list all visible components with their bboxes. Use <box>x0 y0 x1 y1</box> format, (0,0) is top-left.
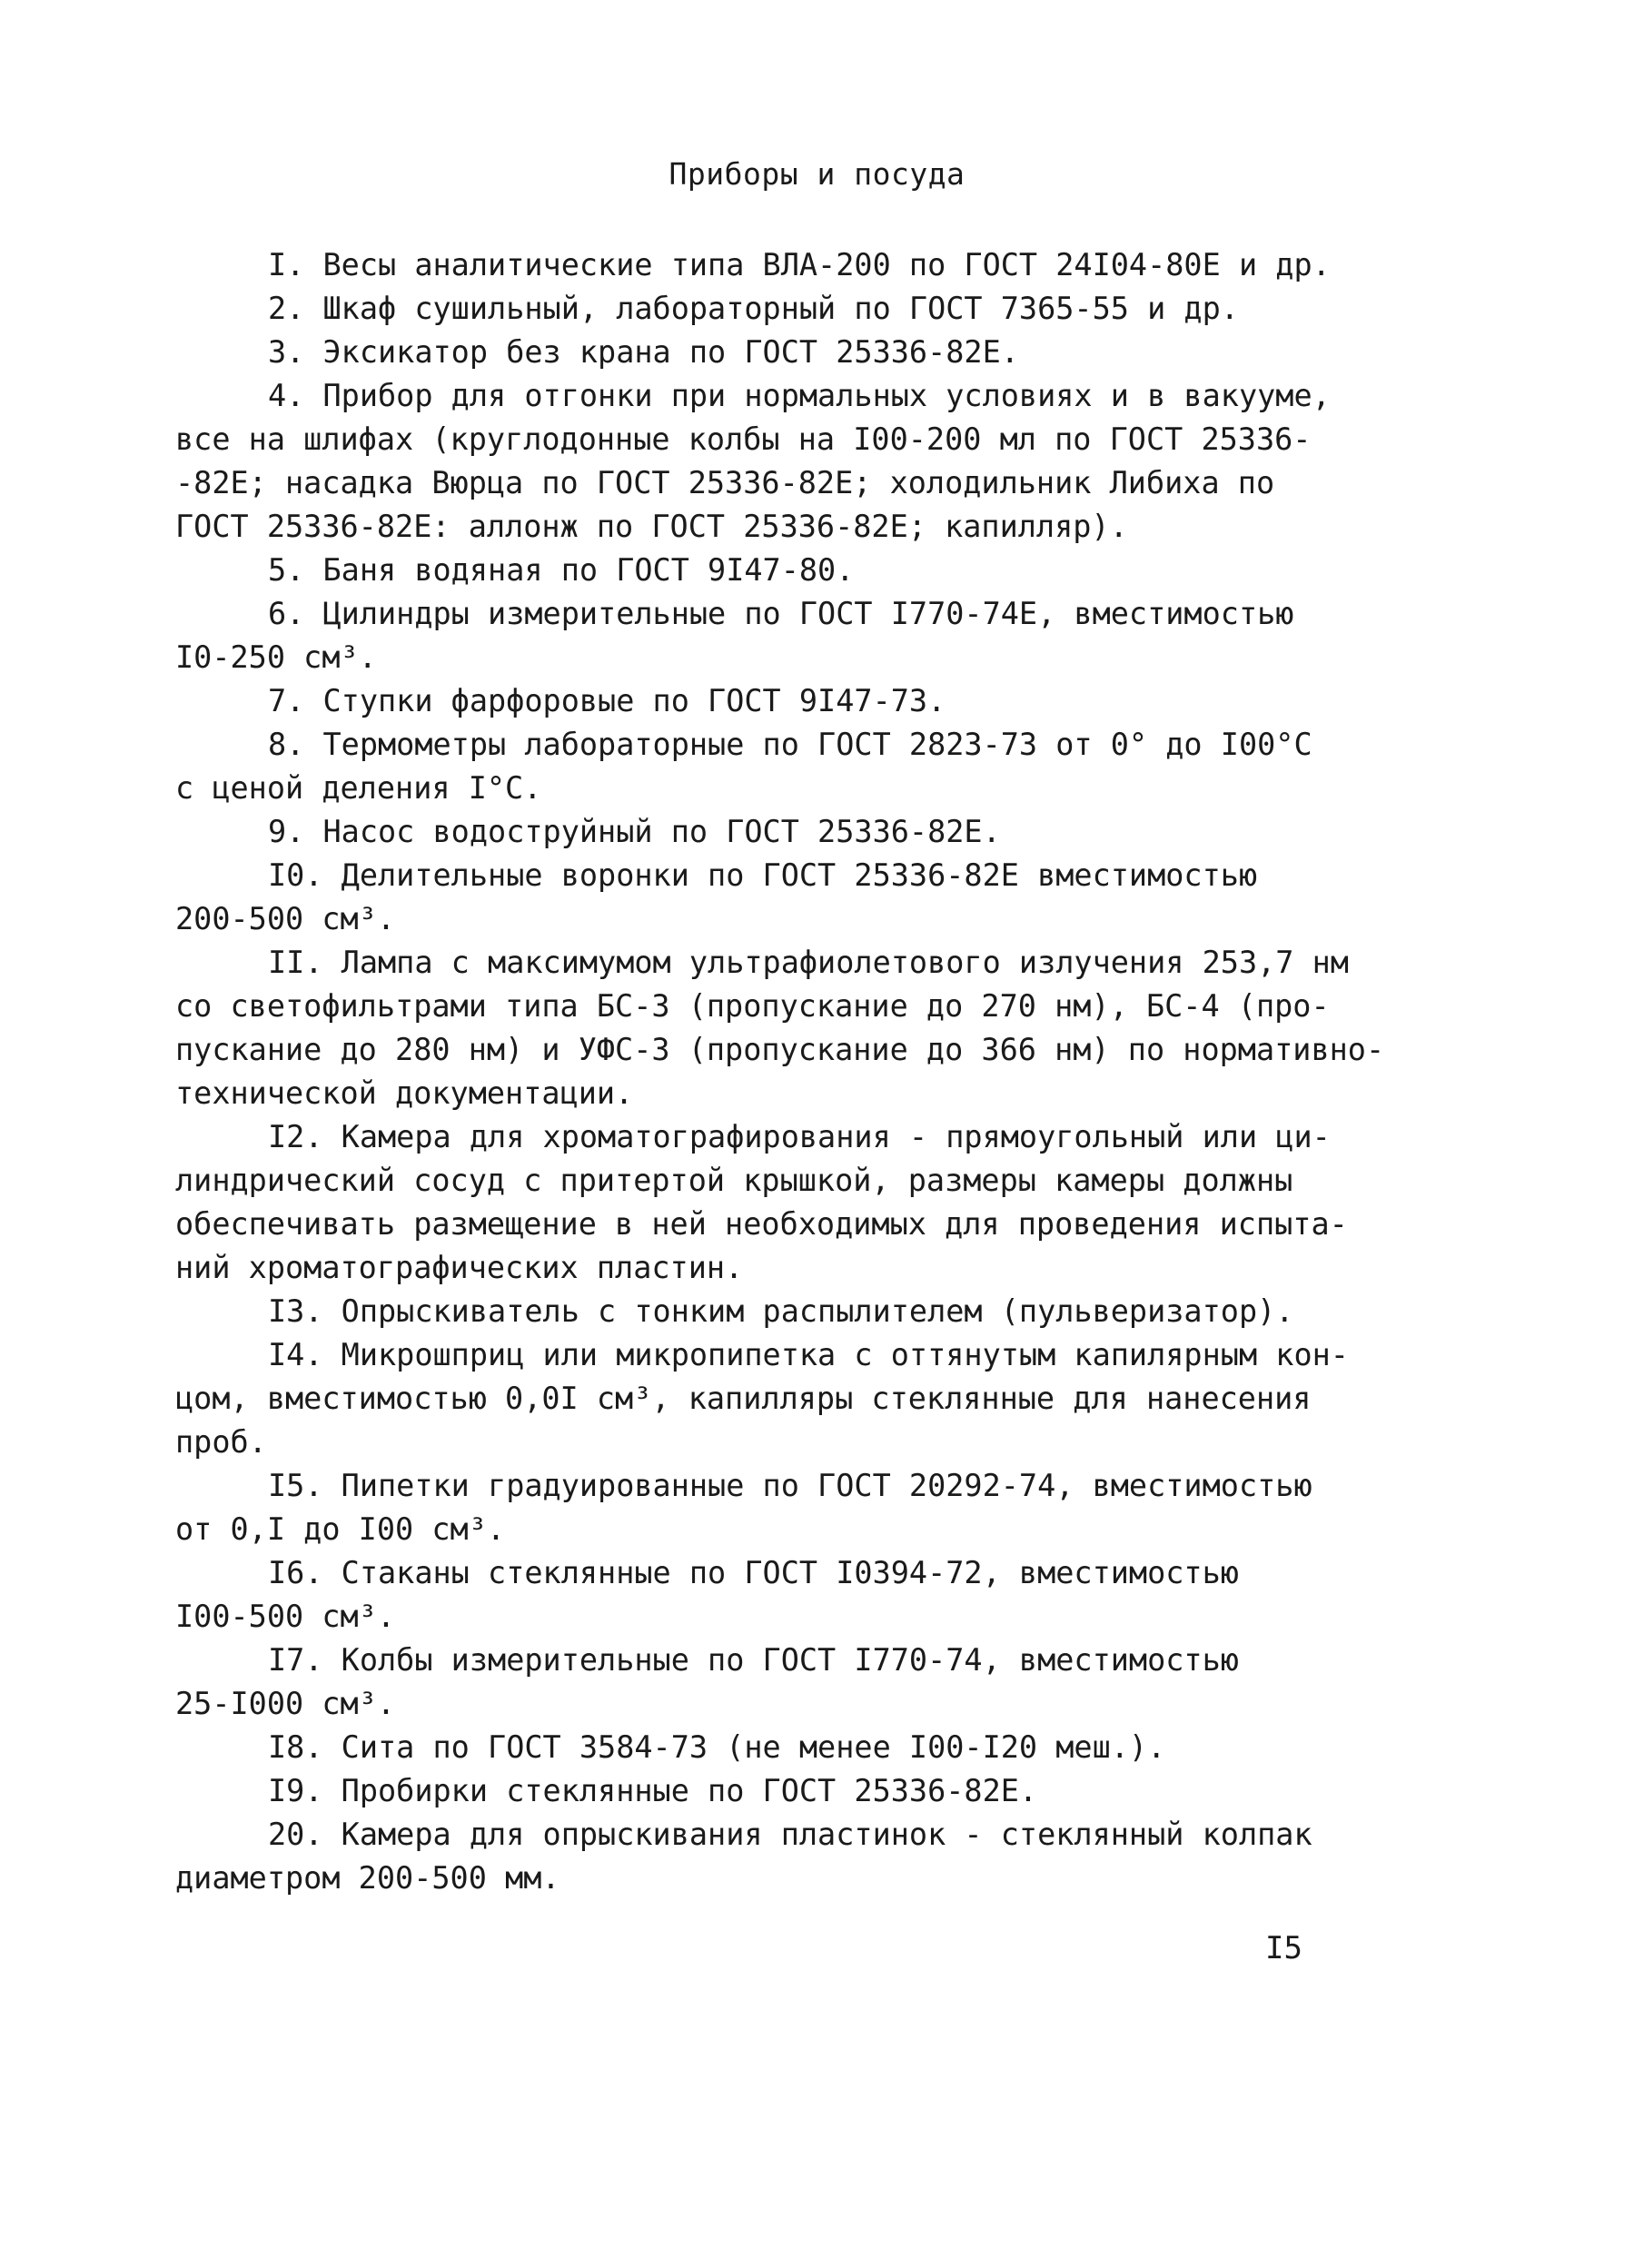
list-item <box>175 1290 1338 1333</box>
list-item <box>175 1726 1338 1769</box>
list-item <box>175 679 1338 723</box>
list-item <box>175 374 1338 549</box>
section-title: Приборы и посуда <box>668 156 966 192</box>
list-item-line: I0-250 см³. <box>175 639 377 675</box>
list-item-line: I0. Делительные воронки по ГОСТ 25336-82Е вместимостью <box>268 857 1258 893</box>
list-item-line: -82Е; насадка Вюрца по ГОСТ 25336-82Е; холодильник Либиха по <box>175 465 1275 500</box>
list-item-line: все на шлифах (круглодонные колбы на I00-200 мл по ГОСТ 25336- <box>175 421 1312 457</box>
list-item <box>175 854 1338 941</box>
list-item-line: диаметром 200-500 мм. <box>175 1860 560 1896</box>
list-item-line: 8. Термометры лабораторные по ГОСТ 2823-73 от 0° до I00°С <box>268 727 1312 762</box>
list-item-line: I6. Стаканы стеклянные по ГОСТ I0394-72, вместимостью <box>268 1555 1239 1590</box>
list-item-line: проб. <box>175 1424 267 1460</box>
list-item-line: ГОСТ 25336-82Е: аллонж по ГОСТ 25336-82Е; капилляр). <box>175 509 1128 544</box>
list-item-line: I9. Пробирки стеклянные по ГОСТ 25336-82Е. <box>268 1773 1038 1808</box>
list-item <box>175 810 1338 854</box>
list-item-line: технической документации. <box>175 1075 634 1111</box>
list-item <box>175 723 1338 810</box>
list-item-line: 6. Цилиндры измерительные по ГОСТ I770-74Е, вместимостью <box>268 596 1294 631</box>
list-item-line: с ценой деления I°С. <box>175 770 542 806</box>
page-number: I5 <box>1265 1930 1302 1966</box>
list-item <box>175 1813 1338 1900</box>
list-item-line: ний хроматографических пластин. <box>175 1250 744 1285</box>
list-item-line: от 0,I до I00 см³. <box>175 1511 506 1547</box>
list-item <box>175 549 1338 592</box>
list-item-line: линдрический сосуд с притертой крышкой, размеры камеры должны <box>175 1163 1293 1198</box>
list-item-line: II. Лампа с максимумом ультрафиолетового излучения 253,7 нм <box>268 945 1349 980</box>
list-item-line: цом, вместимостью 0,0I см³, капилляры стеклянные для нанесения <box>175 1381 1312 1416</box>
list-item-line: 4. Прибор для отгонки при нормальных условиях и в вакууме, <box>268 378 1331 413</box>
equipment-list <box>175 243 1385 1900</box>
list-item-line: обеспечивать размещение в ней необходимых для проведения испыта- <box>175 1206 1348 1242</box>
list-item-line: 3. Эксикатор без крана по ГОСТ 25336-82Е. <box>268 334 1019 370</box>
list-item <box>175 1551 1338 1639</box>
list-item <box>175 1115 1348 1290</box>
list-item <box>175 1769 1338 1813</box>
list-item-line: 9. Насос водоструйный по ГОСТ 25336-82Е. <box>268 814 1001 849</box>
list-item-line: I00-500 см³. <box>175 1599 396 1634</box>
list-item <box>175 941 1385 1115</box>
list-item <box>175 331 1338 374</box>
list-item-line: 20. Камера для опрыскивания пластинок - стеклянный колпак <box>268 1817 1312 1852</box>
list-item-line: 7. Ступки фарфоровые по ГОСТ 9I47-73. <box>268 683 946 718</box>
list-item <box>175 592 1338 679</box>
list-item-line: 2. Шкаф сушильный, лабораторный по ГОСТ 7365-55 и др. <box>268 291 1239 326</box>
list-item-line: I5. Пипетки градуированные по ГОСТ 20292-74, вместимостью <box>268 1468 1312 1503</box>
list-item-line: 200-500 см³. <box>175 901 396 936</box>
list-item-line: I3. Опрыскиватель с тонким распылителем (пульверизатор). <box>268 1293 1294 1329</box>
list-item <box>175 1639 1338 1726</box>
list-item <box>175 287 1338 331</box>
list-item <box>175 1464 1338 1551</box>
list-item-line: I7. Колбы измерительные по ГОСТ I770-74, вместимостью <box>268 1642 1239 1678</box>
list-item-line: I. Весы аналитические типа ВЛА-200 по ГОСТ 24I04-80Е и др. <box>268 247 1331 282</box>
list-item-line: I8. Сита по ГОСТ 3584-73 (не менее I00-I20 меш.). <box>268 1729 1166 1765</box>
list-item <box>175 1333 1349 1464</box>
list-item-line: 25-I000 см³. <box>175 1686 396 1721</box>
list-item-line: со светофильтрами типа БС-3 (пропускание до 270 нм), БС-4 (про- <box>175 988 1330 1024</box>
list-item <box>175 243 1338 287</box>
list-item-line: I2. Камера для хроматографирования - прямоугольный или ци- <box>268 1119 1331 1154</box>
list-item-line: 5. Баня водяная по ГОСТ 9I47-80. <box>268 552 855 588</box>
list-item-line: I4. Микрошприц или микропипетка с оттянутым капилярным кон- <box>268 1337 1349 1372</box>
list-item-line: пускание до 280 нм) и УФС-3 (пропускание до 366 нм) по нормативно- <box>175 1032 1385 1067</box>
